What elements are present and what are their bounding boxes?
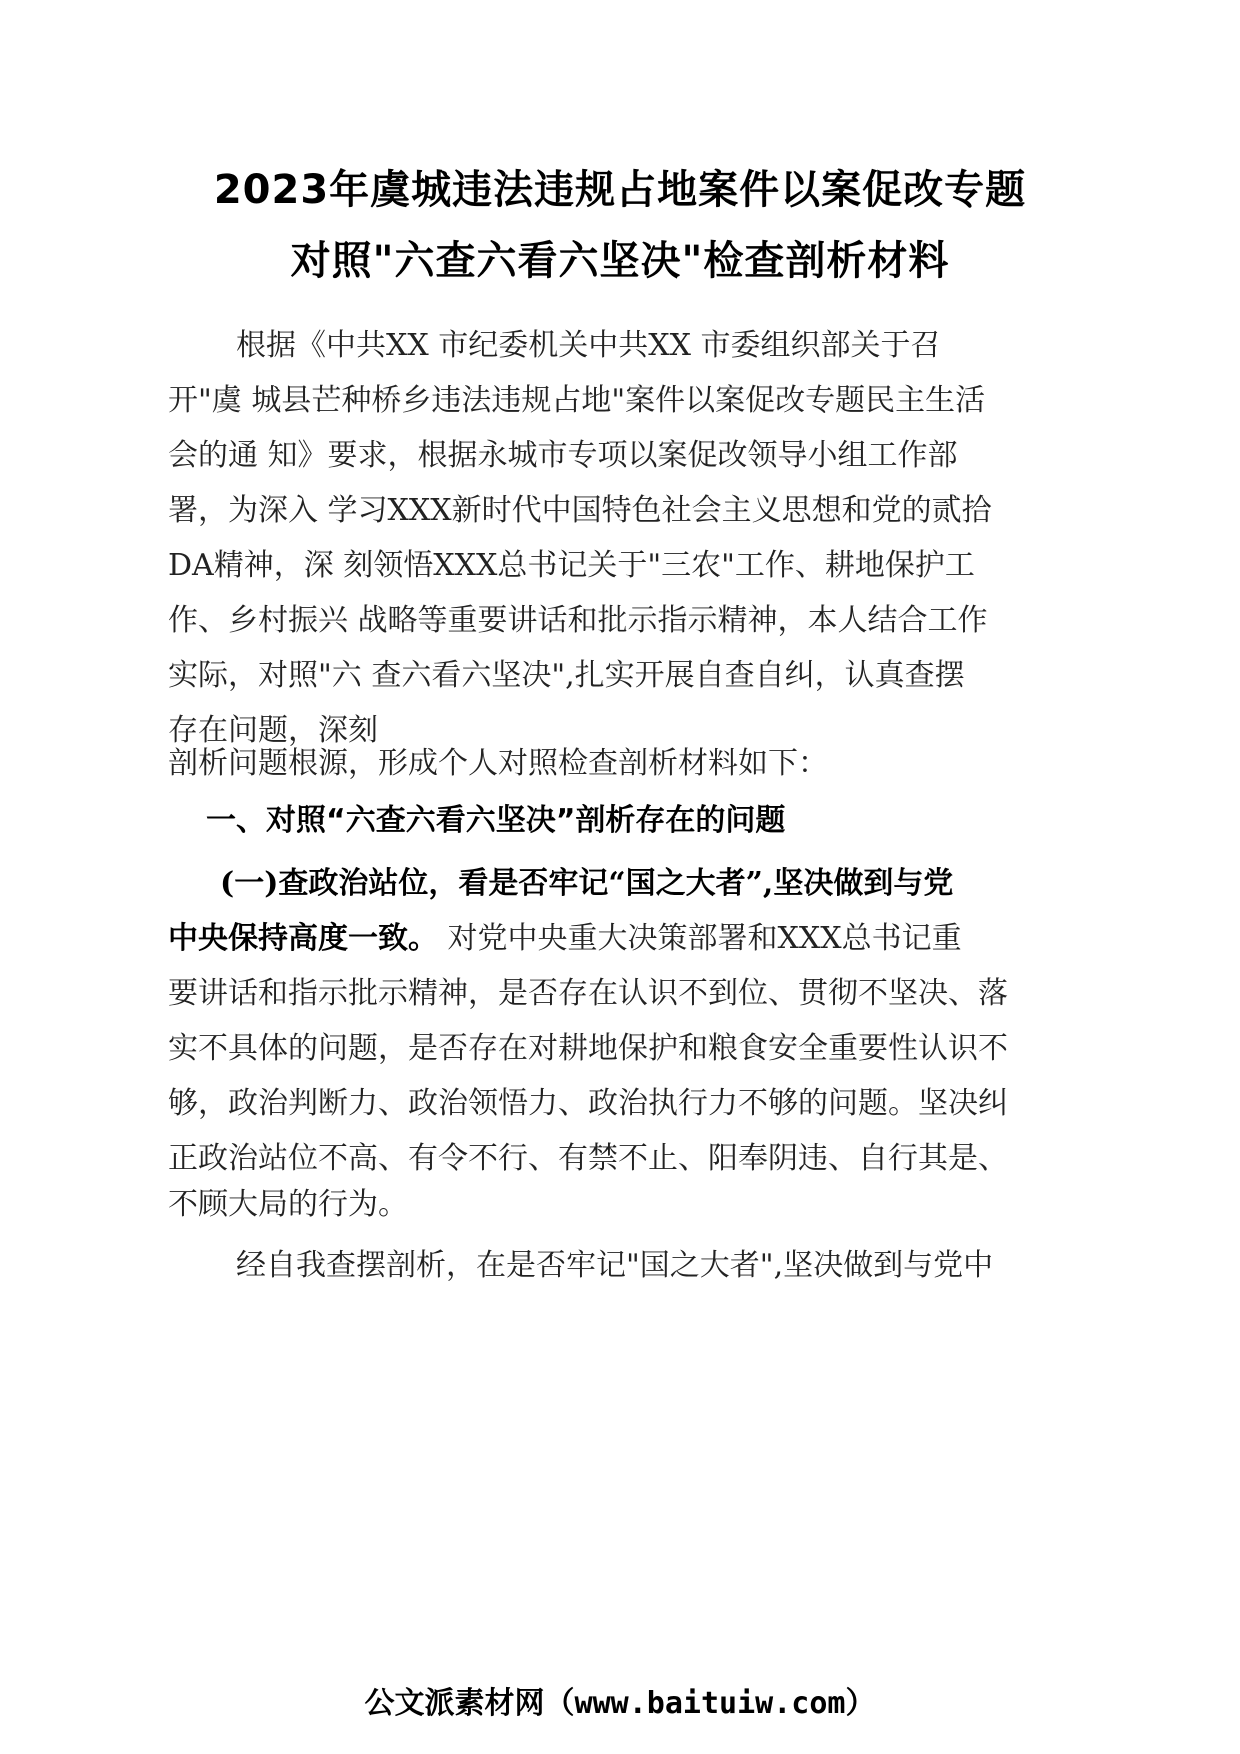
subsection-1-end-line: 不顾大局的行为。 (168, 1187, 408, 1222)
subsection-1-line: 实不具体的问题，是否存在对耕地保护和粮食安全重要性认识不 (168, 1031, 1008, 1066)
subsection-1-end (168, 1177, 1088, 1232)
subsection-1-text: 对党中央重大决策部署和XXX总书记重 (438, 921, 962, 956)
intro-paragraph (168, 318, 1088, 758)
subsection-1-paragraph (168, 856, 1088, 1186)
review-line: 经自我查摆剖析，在是否牢记"国之大者",坚决做到与党中 (236, 1248, 994, 1283)
footer-close-paren: ） (845, 1686, 876, 1721)
subsection-1-line: 够，政治判断力、政治领悟力、政治执行力不够的问题。坚决纠 (168, 1086, 1008, 1121)
intro-line: 实际，对照"六 查六看六坚决",扎实开展自查自纠，认真查摆 (168, 658, 965, 693)
intro-line: 开"虞 城县芒种桥乡违法违规占地"案件以案促改专题民主生活 (168, 383, 986, 418)
intro-line: 署，为深入 学习XXX新时代中国特色社会主义思想和党的贰拾 (168, 493, 992, 528)
intro-tail-line: 剖析问题根源，形成个人对照检查剖析材料如下： (168, 746, 828, 781)
subsection-1-heading-line-1: (一)查政治站位，看是否牢记“国之大者”,坚决做到与党 (220, 866, 954, 901)
subsection-1-line: 正政治站位不高、有令不行、有禁不止、阳奉阴违、自行其是、 (168, 1141, 1008, 1176)
intro-tail-paragraph (168, 736, 1088, 791)
subsection-1-line: 要讲话和指示批示精神，是否存在认识不到位、贯彻不坚决、落 (168, 976, 1008, 1011)
intro-line: 根据《中共XX 市纪委机关中共XX 市委组织部关于召 (236, 328, 941, 363)
intro-line: DA精神，深 刻领悟XXX总书记关于"三农"工作、耕地保护工 (168, 548, 975, 583)
document-title-line-2: 对照"六查六看六坚决"检查剖析材料 (290, 238, 950, 284)
section-1-heading: 一、对照“六查六看六坚决”剖析存在的问题 (206, 803, 786, 838)
footer-watermark (0, 1678, 1240, 1722)
intro-line: 存在问题，深刻 (168, 713, 378, 748)
footer-url[interactable]: www.baituiw.com (574, 1686, 846, 1721)
intro-line: 会的通 知》要求，根据永城市专项以案促改领导小组工作部 (168, 438, 958, 473)
subsection-1-heading-line-2: 中央保持高度一致。 (168, 921, 438, 956)
section-heading (168, 793, 1088, 848)
intro-line: 作、乡村振兴 战略等重要讲话和批示指示精神，本人结合工作 (168, 603, 988, 638)
document-title-line-1: 2023年虞城违法违规占地案件以案促改专题 (213, 167, 1027, 213)
review-paragraph (168, 1238, 1088, 1293)
subsection-1-line (168, 911, 1088, 966)
footer-site-name: 公文派素材网（ (364, 1686, 575, 1721)
